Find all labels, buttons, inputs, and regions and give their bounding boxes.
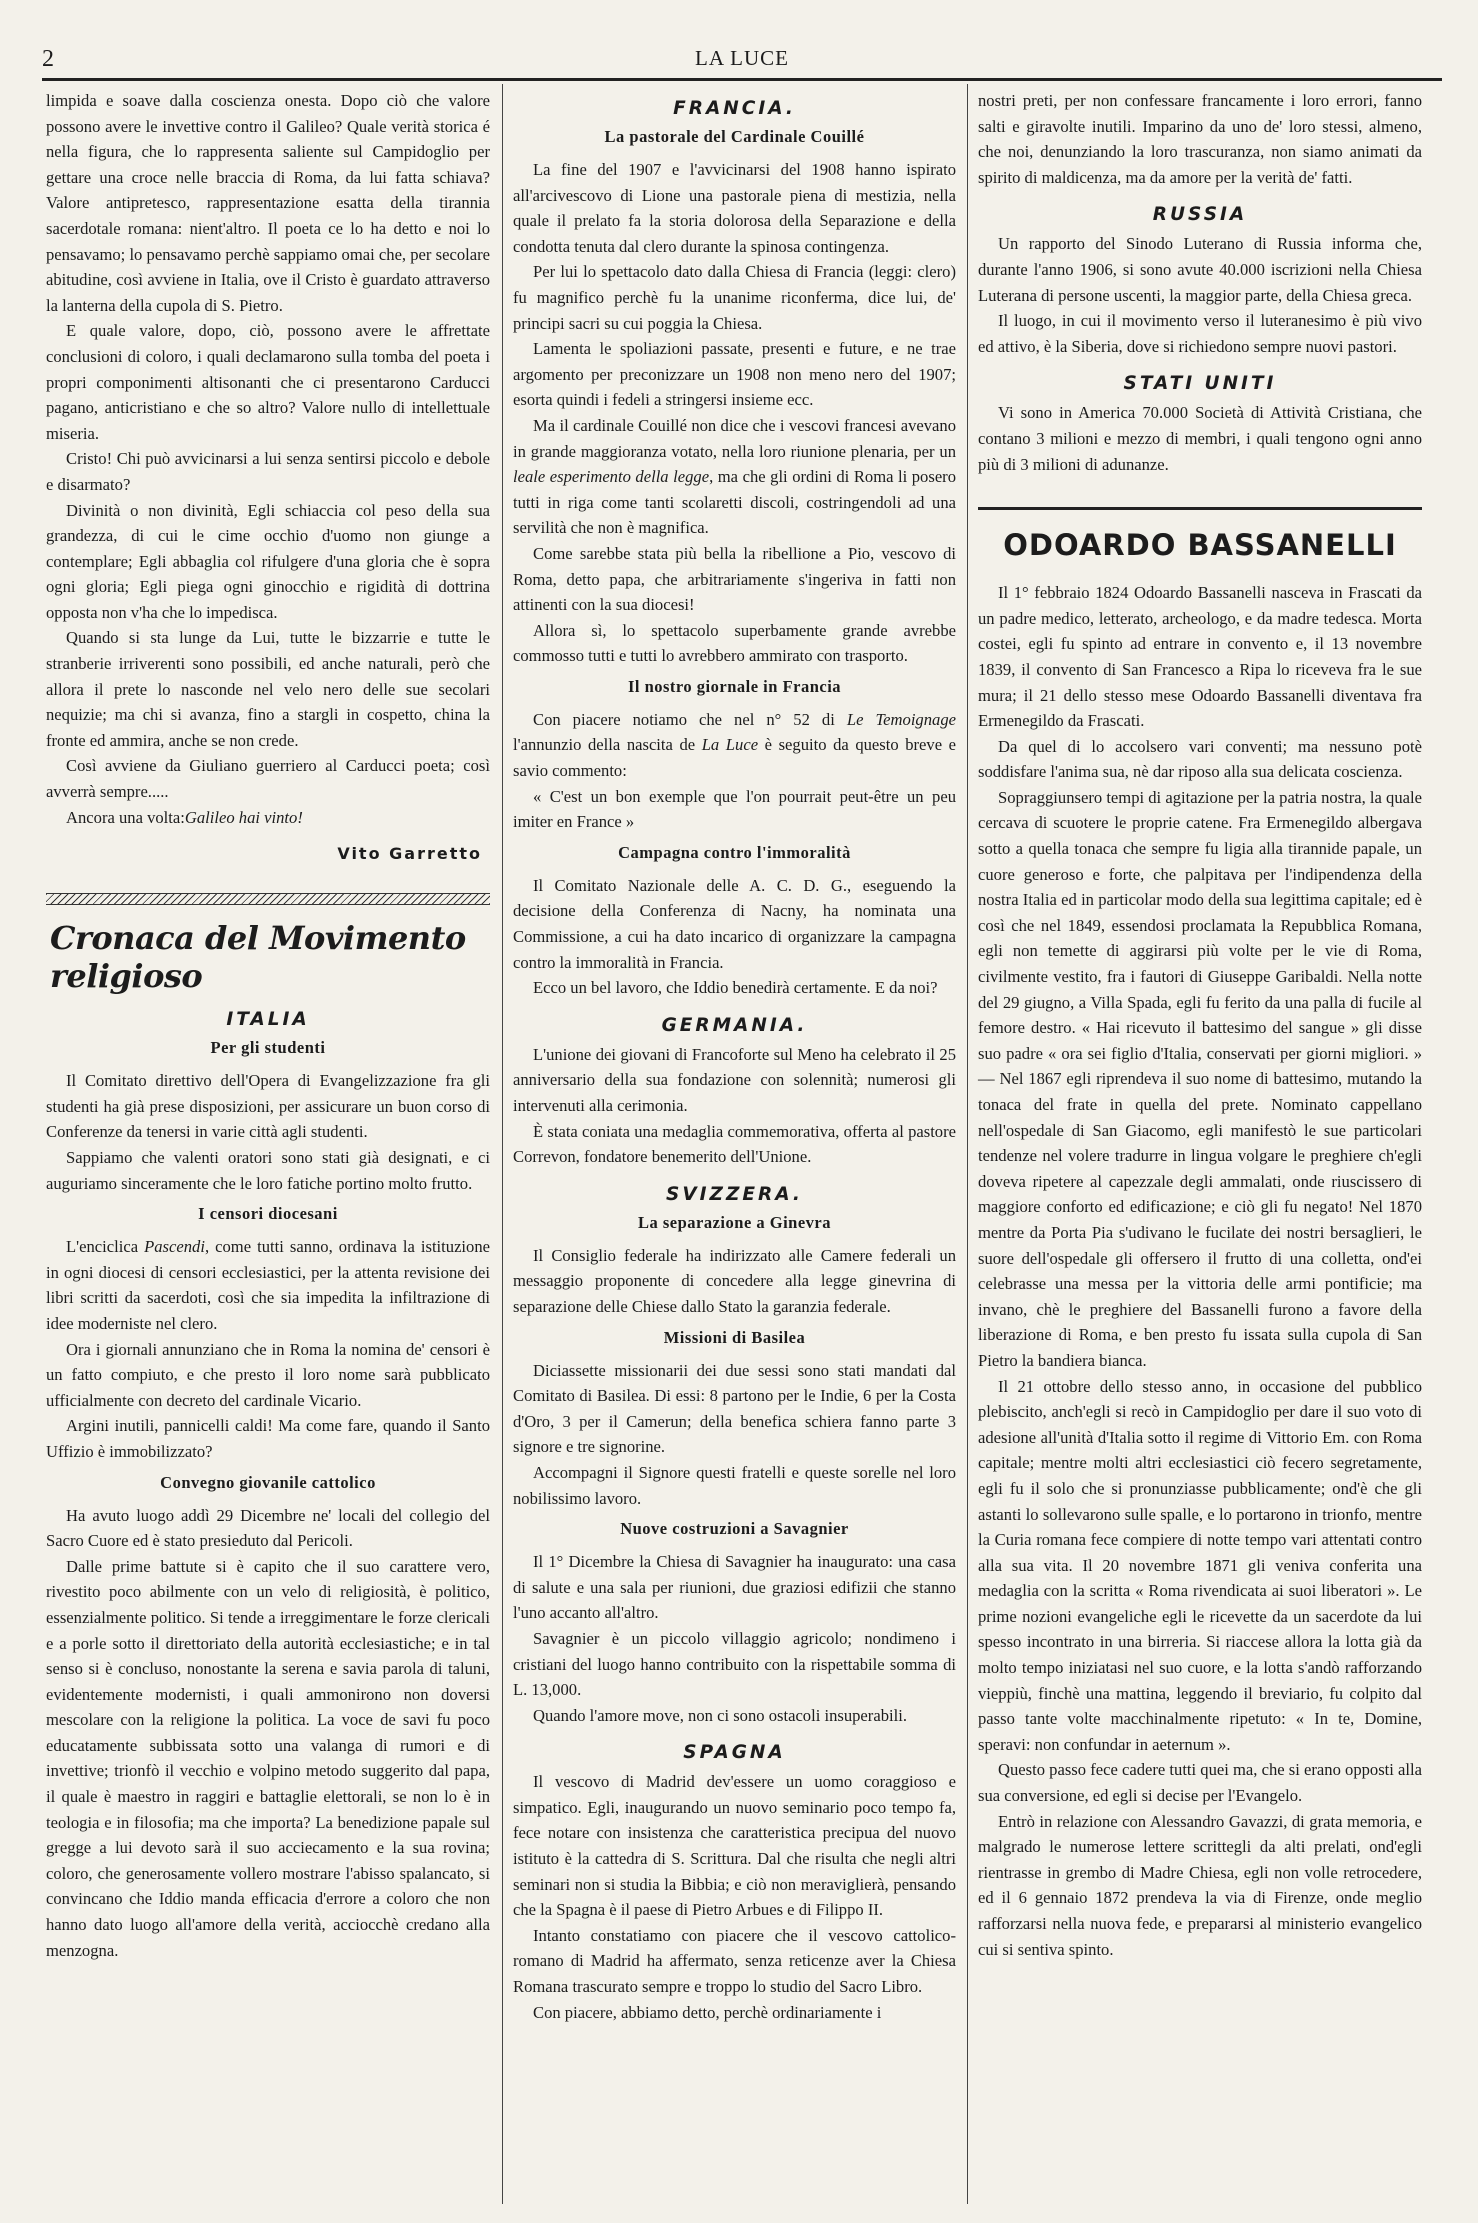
subheading: Missioni di Basilea bbox=[663, 1327, 806, 1347]
subheading: Per gli studenti bbox=[210, 1038, 326, 1058]
article-paragraph: Questo passo fece cadere tutti quei ma, che si erano opposti alla sua conversione, ed egli si decise per l'Evangelo. bbox=[978, 1760, 1422, 1806]
italic-text: Galileo hai vinto! bbox=[184, 807, 303, 827]
country-heading: SPAGNA bbox=[683, 1742, 786, 1764]
article-paragraph: Da quel di lo accolsero vari conventi; ma nessuno potè soddisfare l'anima sua, nè dar riposo alla sua delicata coscienza. bbox=[978, 736, 1422, 782]
article-paragraph: E quale valore, dopo, ciò, possono avere le affrettate conclusioni di coloro, i quali declamarono sulla tomba del poeta i propri componimenti altisonanti che ci presentarono Carducci pagano, anticristiano e che so altro? Valore nullo di intellettuale miseria. bbox=[46, 321, 490, 443]
country-heading: FRANCIA. bbox=[673, 98, 796, 119]
article-paragraph bbox=[513, 707, 956, 784]
article-paragraph: Cristo! Chi può avvicinarsi a lui senza sentirsi piccolo e debole e disarmato? bbox=[46, 449, 490, 494]
article-paragraph: Allora sì, lo spettacolo superbamente grande avrebbe commosso tutti e tutti lo avrebbero ammirato con trasporto. bbox=[513, 620, 956, 666]
article-paragraph: La fine del 1907 e l'avvicinarsi del 1908 hanno ispirato all'arcivescovo di Lione una pastorale piena di mestizia, nella quale il prelato fa la storia dolorosa della Separazione e della condotta tenuta dal clero durante la spinosa contingenza. bbox=[513, 160, 956, 256]
article-paragraph bbox=[513, 413, 956, 541]
title-rule bbox=[978, 507, 1422, 510]
article-paragraph: L'unione dei giovani di Francoforte sul Meno ha celebrato il 25 anniversario della sua fondazione con solennità; numerosi gli intervenuti alla cerimonia. bbox=[513, 1044, 956, 1115]
text-span: , ma che gli ordini di Roma li posero tutti in riga come tanti scolaretti discoli, costringendoli ad una servilità che non è magnifica. bbox=[513, 467, 957, 538]
article-paragraph: Entrò in relazione con Alessandro Gavazzi, di grata memoria, e malgrado le numerose lettere scrittegli da alti prelati, ond'egli rientrasse in grembo di Madre Chiesa, egli non volle retrocedere, ed il 6 gennaio 1872 prendeva la via di Firenze, onde meglio rafforzarsi nella nuova fede, e prepararsi al ministerio evangelico cui si sentiva spinto. bbox=[978, 1811, 1422, 1959]
column-right bbox=[978, 88, 1422, 1962]
text-span: Con piacere notiamo che nel n° 52 di bbox=[533, 709, 847, 729]
article-paragraph: Vi sono in America 70.000 Società di Attività Cristiana, che contano 3 milioni e mezzo di membri, i quali tengono ogni anno più di 3 milioni di adunanze. bbox=[978, 403, 1422, 474]
article-paragraph: Accompagni il Signore questi fratelli e queste sorelle nel loro nobilissimo lavoro. bbox=[513, 1462, 956, 1508]
article-paragraph: Con piacere, abbiamo detto, perchè ordinariamente i bbox=[533, 2002, 882, 2022]
text-span: Ancora una volta: bbox=[66, 807, 185, 827]
text-span: è seguito da questo breve e savio commento: bbox=[513, 735, 957, 781]
article-paragraph: Così avviene da Giuliano guerriero al Carducci poeta; così avverrà sempre..... bbox=[46, 756, 490, 802]
article-paragraph: Un rapporto del Sinodo Luterano di Russia informa che, durante l'anno 1906, si sono avute 40.000 iscrizioni nella Chiesa Luterana di persone uscenti, la maggior parte, della Chiesa greca. bbox=[978, 234, 1422, 305]
subheading: I censori diocesani bbox=[198, 1204, 338, 1224]
article-paragraph: Il Comitato Nazionale delle A. C. D. G., eseguendo la decisione della Conferenza di Nacny, ha nominata una Commissione, a cui ha dato incarico di organizzare la campagna contro la immoralità in Francia. bbox=[513, 875, 956, 972]
italic-text: La Luce bbox=[701, 735, 759, 755]
subheading: Nuove costruzioni a Savagnier bbox=[620, 1519, 849, 1539]
article-paragraph: Dalle prime battute si è capito che il suo carattere vero, rivestito poco abilmente con un velo di religiosità, è politico, essenzialmente politico. Si tende a irreggimentare le forze clericali e a porle sotto il direttoriato della autorità ecclesiastiche; e in tal senso si è concluso, nonostante la serena e savia parola di taluni, evidentemente modernisti, i quali ammonirono non doversi mescolare con la religione la politica. La voce de savi fu poco educatamente subbissata sotto una valanga di rumori e di invettive; trionfò il vecchio e volpino metodo suggerito dal papa, il quale è maestro in raggiri e battaglie elettorali, se non lo è in teologia e in filosofia; ma che importa? La benedizione papale sul gregge a lui devoto sarà il suo acciecamento e la sua rovina; coloro, che generosamente vollero mostrare l'abisso spalancato, si convincano che Iddio manda efficacia d'errore a coloro che non hanno dato luogo all'amore della verità, acciocchè credano alla menzogna. bbox=[46, 1556, 490, 1960]
article-paragraph: limpida e soave dalla coscienza onesta. Dopo ciò che valore possono avere le invettive contro il Galileo? Quale verità storica é nella figura, che lo rappresenta saliente sul Campidoglio per gettare una croce nelle braccia di Roma, da lui fatta schiava? Valore antipretesco, rappresentazione esatta della tirannia sacerdotale romana: nient'altro. Il poeta ce lo ha detto e noi lo pensavamo; lo pensavamo perchè sappiamo omai che, per secolare abitudine, così avviene in Italia, ove il Cristo è guardato attraverso la lanterna della cupola di S. Pietro. bbox=[46, 91, 490, 315]
article-paragraph: Il 21 ottobre dello stesso anno, in occasione del pubblico plebiscito, anch'egli si recò in Campidoglio per dare il suo voto di adesione all'unità d'Italia sotto il regime di Vittorio Em. con Roma capitale; mentre molti altri ecclesiastici ciò fecero segretamente, egli fu il solo che si pronunziasse pubblicamente; ond'è che gli astanti lo sollevarono sulle spalle, e lo portarono in trionfo, mentre la Curia romana fece compiere di notte tempo vari attentati contro alla sua vita. Il 20 novembre 1871 gli veniva conferita una medaglia con la scritta « Roma rivendicata ai suoi liberatori ». Le prime nozioni evangeliche egli le ricevette da un sacerdote da lui spesso incontrato in una birreria. Si riaccese allora la lotta già da molto tempo iniziatasi nel suo cuore, e la lotta s'andò rafforzando vieppiù, finchè una mattina, leggendo il breviario, fu colpito dal passo tante volte macchinalmente ripetuto: « In te, Domine, speravi: non confundar in aeternum ». bbox=[978, 1376, 1422, 1754]
subheading: La separazione a Ginevra bbox=[637, 1212, 832, 1232]
column-middle bbox=[513, 88, 956, 2025]
article-paragraph: È stata coniata una medaglia commemorativa, offerta al pastore Correvon, fondatore benemerito dell'Unione. bbox=[513, 1121, 956, 1167]
article-paragraph: Il vescovo di Madrid dev'essere un uomo coraggioso e simpatico. Egli, inaugurando un nuovo seminario poco tempo fa, fece notare con insistenza che caratteristica precipua del nuovo istituto è la cattedra di S. Scrittura. Dal che risulta che negli altri seminari non si studia la Bibbia; e ciò non meraviglierà, pensando che la Spagna è il paese di Pietro Arbues e di Filippo II. bbox=[513, 1772, 956, 1920]
article-paragraph: nostri preti, per non confessare francamente i loro errori, fanno salti e giravolte inutili. Imparino da uno de' loro stessi, almeno, che noi, denunziando la loro trascuranza, non siamo animati da spirito di maldicenza, ma da amore per la verità de' fatti. bbox=[978, 91, 1422, 187]
column-divider bbox=[502, 84, 503, 2204]
author-signature: Vito Garretto bbox=[337, 844, 482, 864]
article-paragraph: Sopraggiunsero tempi di agitazione per la patria nostra, la quale cercava di scuotere le proprie catene. Fra Ermenegildo albergava sotto a quella tonaca che sempre fu ligia alla tirannide papale, un cuore generoso e forte, che palpitava per l'indipendenza della nostra Italia ed in particolar modo della sua legittima capitale; ed è così che nel 1849, essendosi proclamata la Repubblica Romana, egli non temette di aggirarsi più volte per le vie di Roma, civilmente vestito, fra i fautori di Giuseppe Garibaldi. Nella notte del 29 giugno, a Villa Spada, egli fu ferito da una palla di fucile al femore destro. « Hai ricevuto il battesimo del sangue » gli disse suo padre « ora sei figlio d'Italia, conservati per giorni migliori. » — Nel 1867 egli riprendeva il suo nome di battesimo, mutando la tonaca del frate in quella del prete. Nominato cappellano nell'ospedale di San Giacomo, egli manifestò le sue particolari tendenze nel volere tradurre in lingua volgare le preghiere ch'egli doveva ripetere al capezzale degli ammalati, onde riuscissero di maggiore conforto ed edificazione; e ciò gli fu negato! Nel 1870 mentre da Porta Pia s'udivano le fucilate dei nostri bersaglieri, le suore dell'ospedale gli offersero il frutto di una colletta, ond'ei celebrasse una messa per la vittoria delle armi pontificie; ma invano, chè le preghiere del Bassanelli furono a favore della liberazione di Roma, e ben presto fu issata sulla cupola di San Pietro la bandiera bianca. bbox=[978, 787, 1422, 1370]
decorative-rule bbox=[46, 893, 490, 905]
masthead: LA LUCE bbox=[695, 46, 789, 70]
article-paragraph: Divinità o non divinità, Egli schiaccia col peso della sua grandezza, di cui le cime occhio d'uomo non giunge a contemplare; Egli abbaglia col rifulgere d'una gloria che è sopra ogni gloria; Egli piega ogni ginocchio e rigidità di dottrina opposta non v'ha che lo impedisca. bbox=[46, 500, 490, 622]
column-divider bbox=[967, 84, 968, 2204]
article-paragraph: Intanto constatiamo con piacere che il vescovo cattolico-romano di Madrid ha affermato, senza reticenze aver la Chiesa Romana trascurato sempre e troppo lo studio del Sacro Libro. bbox=[513, 1925, 956, 1997]
italic-text: leale esperimento della legge bbox=[513, 467, 710, 487]
article-paragraph: Sappiamo che valenti oratori sono stati già designati, e ci auguriamo sinceramente che le loro fatiche portino molto frutto. bbox=[46, 1148, 490, 1193]
subheading: La pastorale del Cardinale Couillé bbox=[604, 127, 865, 146]
country-heading: SVIZZERA. bbox=[666, 1183, 803, 1205]
subheading: Campagna contro l'immoralità bbox=[618, 842, 851, 862]
page-number: 2 bbox=[42, 46, 54, 72]
article-paragraph: Per lui lo spettacolo dato dalla Chiesa di Francia (leggi: clero) fu magnifico perchè fu la unanime riconferma, dice lui, de' principi sacri su cui poggia la Chiesa. bbox=[513, 262, 956, 333]
country-heading: STATI UNITI bbox=[1123, 373, 1277, 395]
article-paragraph: Il luogo, in cui il movimento verso il luteranesimo è più vivo ed attivo, è la Siberia, dove si richiedono sempre nuovi pastori. bbox=[978, 311, 1422, 356]
article-paragraph: Quando si sta lunge da Lui, tutte le bizzarrie e tutte le stranberie irriverenti sono possibili, ed anche naturali, però che allora il prete lo nasconde nel velo nero delle sue secolari nequizie; ma chi si avanza, fino a stargli in cospetto, china la fronte ed ammira, anche se non crede. bbox=[46, 628, 490, 750]
text-span: l'annunzio della nascita de bbox=[513, 735, 702, 755]
quote-paragraph: « C'est un bon exemple que l'on pourrait peut-être un peu imiter en France » bbox=[513, 786, 956, 832]
country-heading: RUSSIA bbox=[1152, 204, 1248, 226]
text-span: , come tutti sanno, ordinava la istituzione in ogni diocesi di censori ecclesiastici, per la attenta revisione dei libri scritti da sacerdoti, così che sia impedita la infiltrazione di idee moderniste nel clero. bbox=[46, 1237, 491, 1333]
italic-text: Pascendi bbox=[144, 1237, 205, 1257]
article-title: ODOARDO BASSANELLI bbox=[1003, 528, 1397, 563]
article-paragraph: Come sarebbe stata più bella la ribellione a Pio, vescovo di Roma, detto papa, che arbitrariamente s'ingeriva in fatti non attinenti con la sua diocesi! bbox=[513, 543, 956, 615]
column-left bbox=[46, 88, 490, 1963]
article-paragraph: Diciassette missionarii dei due sessi sono stati mandati dal Comitato di Basilea. Di essi: 8 partono per le Indie, 6 per la Costa d'Oro, 3 per il Camerun; della benefica schiera fanno parte 3 signore e tre signorine. bbox=[513, 1360, 956, 1457]
article-paragraph: Argini inutili, pannicelli caldi! Ma come fare, quando il Santo Uffizio è immobilizzato? bbox=[46, 1416, 490, 1461]
text-span: L'enciclica bbox=[66, 1237, 145, 1257]
subheading: Convegno giovanile cattolico bbox=[160, 1472, 376, 1492]
article-paragraph: Il 1° Dicembre la Chiesa di Savagnier ha inaugurato: una casa di salute e una sala per riunioni, due graziosi edifizii che stanno l'uno accanto all'altro. bbox=[513, 1552, 956, 1623]
article-paragraph: Lamenta le spoliazioni passate, presenti e future, e ne trae argomento per preconizzare un 1908 non meno nero del 1907; esorta quindi i fedeli a stringersi insieme ecc. bbox=[513, 339, 956, 410]
article-paragraph: Ecco un bel lavoro, che Iddio benedirà certamente. E da noi? bbox=[533, 978, 938, 998]
article-paragraph bbox=[46, 1234, 490, 1336]
article-paragraph: Il Consiglio federale ha indirizzato alle Camere federali un messaggio proponente di concedere alla legge ginevrina di separazione delle Chiese dallo Stato la garanzia federale. bbox=[513, 1245, 956, 1316]
article-paragraph: Savagnier è un piccolo villaggio agricolo; nondimeno i cristiani del luogo hanno contribuito con la rispettabile somma di L. 13,000. bbox=[513, 1628, 956, 1700]
text-span: Ma il cardinale Couillé non dice che i vescovi francesi avevano in grande maggioranza votato, nella loro riunione plenaria, per un bbox=[513, 415, 956, 461]
country-heading: GERMANIA. bbox=[661, 1014, 808, 1036]
article-paragraph bbox=[46, 805, 490, 831]
page-header bbox=[42, 40, 1442, 76]
header-rule bbox=[42, 78, 1442, 81]
subheading: Il nostro giornale in Francia bbox=[627, 676, 842, 696]
section-title: Cronaca del Movimento religioso bbox=[50, 919, 466, 996]
article-paragraph: Il Comitato direttivo dell'Opera di Evangelizzazione fra gli studenti ha già prese disposizioni, per assicurare un buon corso di Conferenze da tenersi in varie città agli studenti. bbox=[46, 1071, 490, 1142]
article-paragraph: Ha avuto luogo addì 29 Dicembre ne' locali del collegio del Sacro Cuore ed è stato presieduto dal Pericoli. bbox=[46, 1505, 490, 1551]
country-heading: ITALIA bbox=[226, 1009, 310, 1031]
article-paragraph: Il 1° febbraio 1824 Odoardo Bassanelli nasceva in Frascati da un padre medico, letterato, archeologo, e da madre tedesca. Morta costei, egli fu spinto ad entrare in convento e, il 13 novembre 1839, il convento di San Francesco a Ripa lo riceveva fra le sue mura; il 21 dello stesso mese Odoardo Bassanelli diventava fra Ermenegildo da Frascati. bbox=[978, 583, 1422, 731]
article-paragraph: Quando l'amore move, non ci sono ostacoli insuperabili. bbox=[533, 1705, 907, 1725]
italic-text: Le Temoignage bbox=[846, 709, 956, 729]
article-paragraph: Ora i giornali annunziano che in Roma la nomina de' censori è un fatto compiuto, e che presto il loro nome sarà pubblicato ufficialmente con decreto del cardinale Vicario. bbox=[46, 1339, 490, 1410]
